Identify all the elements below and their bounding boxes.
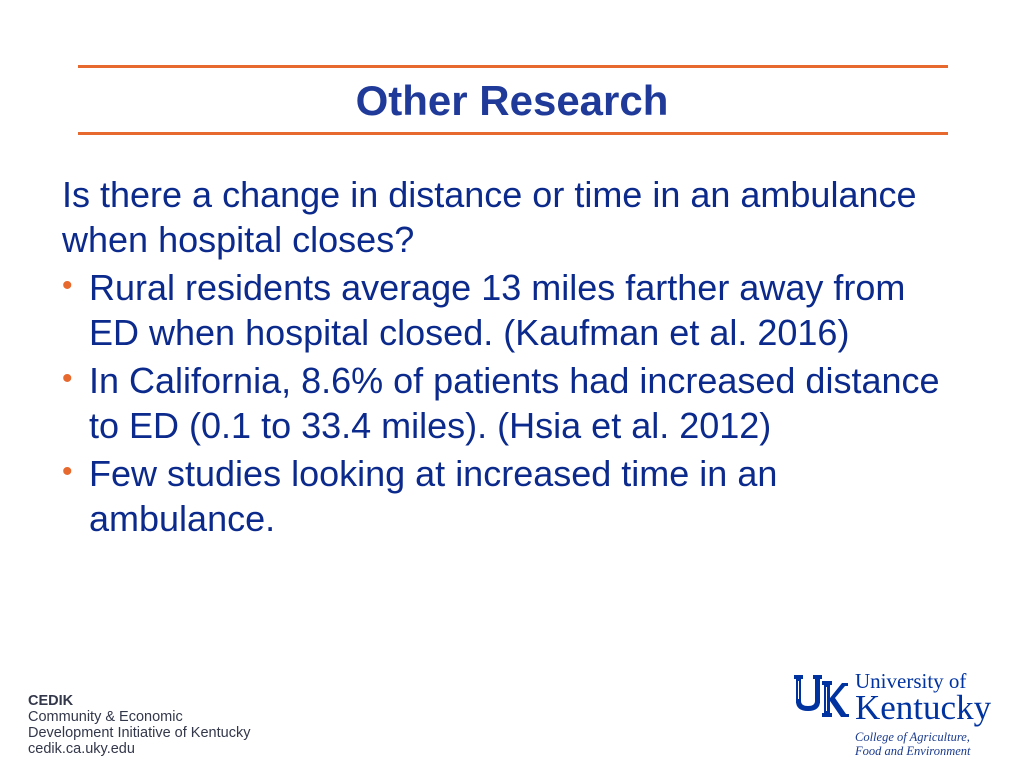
- uk-line-university: University of: [855, 669, 967, 693]
- slide-title: Other Research: [355, 77, 669, 124]
- bullet-text: Rural residents average 13 miles farther away from ED when hospital closed. (Kaufman et al. 2016): [89, 267, 906, 353]
- title-bottom-rule: [78, 132, 948, 135]
- uk-line-food: Food and Environment: [855, 744, 971, 758]
- bullet-icon: •: [62, 455, 73, 488]
- bullet-item: [62, 265, 942, 355]
- uk-monogram-icon: [792, 673, 850, 719]
- bullet-item: [62, 358, 942, 448]
- bullet-item: [62, 451, 942, 541]
- cedik-footer: [28, 693, 250, 757]
- uk-logo: [792, 670, 1012, 760]
- title-top-rule: [78, 65, 948, 68]
- bullet-text: In California, 8.6% of patients had increased distance to ED (0.1 to 33.4 miles). (Hsia et al. 2012): [89, 360, 940, 446]
- bullet-text: Few studies looking at increased time in an ambulance.: [89, 453, 778, 539]
- slide-body: [62, 172, 942, 544]
- cedik-line1: Community & Economic: [28, 709, 183, 725]
- uk-line-college: College of Agriculture,: [855, 730, 970, 744]
- intro-question: Is there a change in distance or time in an ambulance when hospital closes?: [62, 174, 917, 260]
- cedik-name: CEDIK: [28, 693, 74, 709]
- bullet-list: [62, 265, 942, 541]
- cedik-line2: Development Initiative of Kentucky: [28, 725, 251, 741]
- cedik-url: cedik.ca.uky.edu: [28, 741, 135, 757]
- bullet-icon: •: [62, 362, 73, 395]
- uk-line-kentucky: Kentucky: [855, 688, 992, 727]
- bullet-icon: •: [62, 269, 73, 302]
- uk-wordmark: [855, 670, 991, 758]
